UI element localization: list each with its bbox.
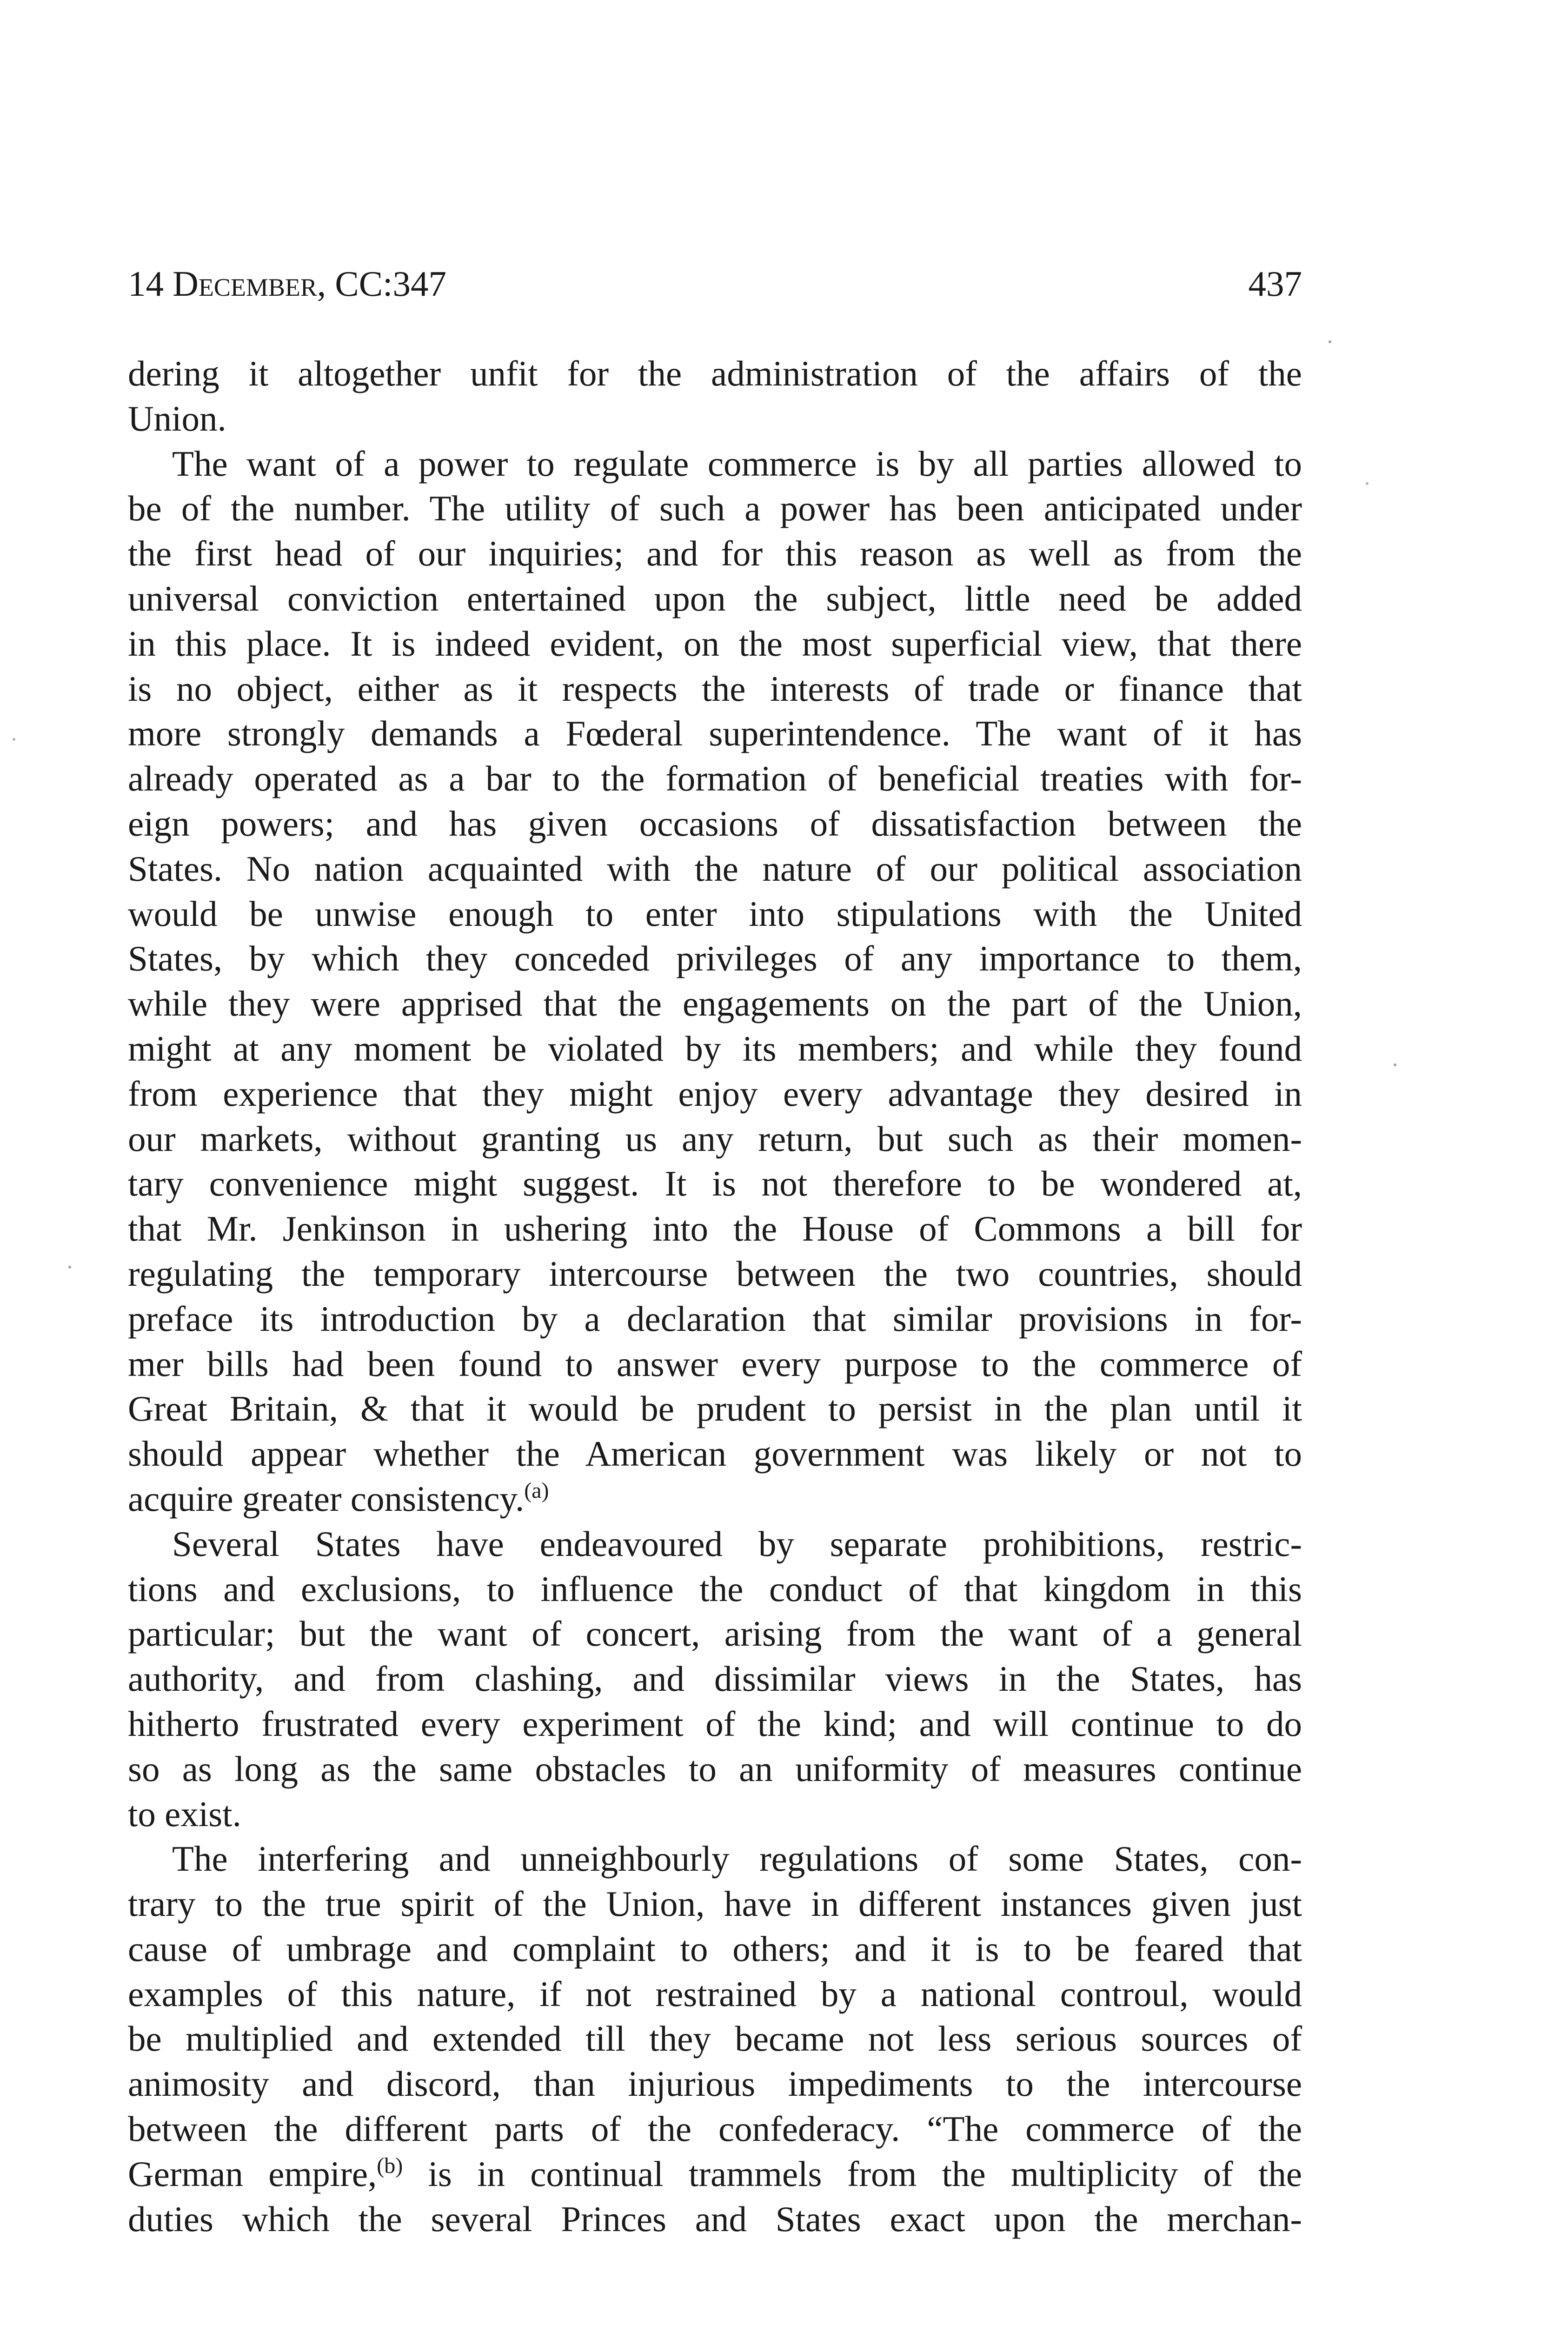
line-text: particular; but the want of concert, arising from the want of a general — [128, 1614, 1302, 1654]
speck — [13, 738, 15, 741]
line-text: dering it altogether unfit for the administration of the affairs of the — [128, 353, 1302, 393]
line-text: that Mr. Jenkinson in ushering into the House of Commons a bill for — [128, 1209, 1302, 1249]
line-text: trary to the true spirit of the Union, have in different instances given just — [128, 1884, 1302, 1924]
line-text: Union. — [128, 398, 226, 438]
line-text: would be unwise enough to enter into stipulations with the United — [128, 893, 1302, 934]
line-text: universal conviction entertained upon the subject, little need be added — [128, 578, 1302, 618]
line-text: be of the number. The utility of such a power has been anticipated under — [128, 488, 1302, 529]
line-text: acquire greater consistency. — [128, 1478, 525, 1519]
line-text: hitherto frustrated every experiment of the kind; and will continue to do — [128, 1703, 1302, 1744]
line-text: authority, and from clashing, and dissimilar views in the States, has — [128, 1659, 1302, 1699]
line-text: duties which the several Princes and States exact upon the merchan- — [128, 2199, 1302, 2239]
line-text: between the different parts of the confederacy. “The commerce of the — [128, 2109, 1302, 2149]
line-text: States, by which they conceded privileges of any importance to them, — [128, 938, 1302, 979]
line-text: be multiplied and extended till they became not less serious sources of — [128, 2019, 1302, 2059]
header-separator: , — [317, 264, 335, 304]
line-text: in this place. It is indeed evident, on the most superficial view, that there — [128, 623, 1302, 664]
line-text: our markets, without granting us any return, but such as their momen- — [128, 1118, 1302, 1159]
speck — [1329, 340, 1331, 343]
footnote-marker: (b) — [377, 2153, 403, 2178]
line-text: German empire, — [128, 2153, 377, 2194]
line-text: the first head of our inquiries; and for this reason as well as from the — [128, 533, 1302, 574]
document-reference: CC:347 — [335, 264, 447, 304]
line-text: tary convenience might suggest. It is not therefore to be wondered at, — [128, 1163, 1302, 1204]
line-text: preface its introduction by a declaration that similar provisions in for- — [128, 1298, 1302, 1339]
date-month: December — [173, 264, 317, 304]
line-text-continued: is in continual trammels from the multiplicity of the — [403, 2153, 1302, 2194]
line-text: already operated as a bar to the formation of beneficial treaties with for- — [128, 758, 1302, 799]
date-day: 14 — [128, 264, 164, 304]
line-text: more strongly demands a Fœderal superintendence. The want of it has — [128, 713, 1302, 754]
line-text: cause of umbrage and complaint to others; and it is to be feared that — [128, 1928, 1302, 1969]
line-text: The want of a power to regulate commerce is by all parties allowed to — [172, 443, 1302, 484]
line-text: Great Britain, & that it would be prudent to persist in the plan until it — [128, 1388, 1302, 1429]
line-text: tions and exclusions, to influence the conduct of that kingdom in this — [128, 1568, 1302, 1609]
line-text: examples of this nature, if not restrained by a national controul, would — [128, 1973, 1302, 2014]
line-text: while they were apprised that the engagements on the part of the Union, — [128, 983, 1302, 1024]
line-text: States. No nation acquainted with the nature of our political association — [128, 848, 1302, 889]
line-text: mer bills had been found to answer every purpose to the commerce of — [128, 1343, 1302, 1384]
speck — [1394, 1063, 1396, 1066]
line-text: so as long as the same obstacles to an uniformity of measures continue — [128, 1748, 1302, 1789]
page-number: 437 — [1248, 264, 1302, 304]
line-text: from experience that they might enjoy every advantage they desired in — [128, 1073, 1302, 1114]
line-text: to exist. — [128, 1794, 241, 1834]
line-text: Several States have endeavoured by separate prohibitions, restric- — [172, 1523, 1302, 1564]
line-text: might at any moment be violated by its members; and while they found — [128, 1028, 1302, 1069]
footnote-marker: (a) — [524, 1478, 549, 1503]
line-text: should appear whether the American government was likely or not to — [128, 1434, 1302, 1474]
line-text: The interfering and unneighbourly regulations of some States, con- — [172, 1839, 1302, 1879]
line-text: is no object, either as it respects the interests of trade or finance that — [128, 668, 1302, 709]
line-text: regulating the temporary intercourse between the two countries, should — [128, 1253, 1302, 1294]
line-text: animosity and discord, than injurious impediments to the intercourse — [128, 2064, 1302, 2104]
line-text: eign powers; and has given occasions of dissatisfaction between the — [128, 803, 1302, 844]
speck — [68, 1266, 71, 1269]
speck — [1366, 482, 1369, 485]
